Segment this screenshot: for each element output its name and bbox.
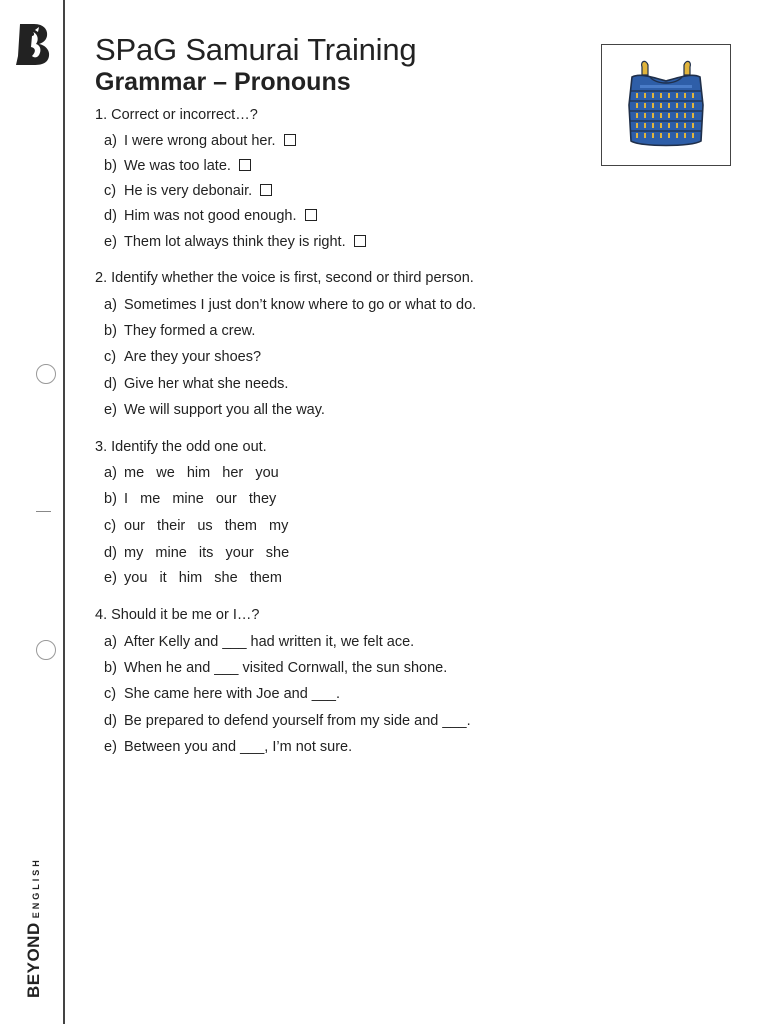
answer-text: Between you and ___, I’m not sure. bbox=[124, 739, 353, 755]
binder-hole-top bbox=[36, 364, 56, 384]
answer-text: I were wrong about her. bbox=[124, 133, 276, 149]
q4-answer-a bbox=[104, 634, 414, 650]
fold-mark bbox=[36, 511, 51, 512]
answer-letter: b) bbox=[104, 323, 117, 339]
answer-letter: d) bbox=[104, 713, 117, 729]
question-4-prompt: 4. Should it be me or I…? bbox=[95, 607, 260, 623]
answer-text: Be prepared to defend yourself from my side and ___. bbox=[124, 713, 471, 729]
samurai-armor-icon bbox=[602, 45, 730, 165]
checkbox[interactable] bbox=[354, 235, 366, 247]
answer-letter: c) bbox=[104, 518, 117, 534]
page-subtitle: Grammar – Pronouns bbox=[95, 68, 351, 96]
answer-text: She came here with Joe and ___. bbox=[124, 686, 341, 702]
q2-answer-b bbox=[104, 323, 255, 339]
q3-answer-e bbox=[104, 570, 282, 586]
answer-letter: d) bbox=[104, 376, 117, 392]
q3-answer-a bbox=[104, 465, 279, 481]
q4-answer-e bbox=[104, 739, 352, 755]
checkbox[interactable] bbox=[305, 209, 317, 221]
q3-answer-d bbox=[104, 545, 289, 561]
answer-letter: e) bbox=[104, 570, 117, 586]
q3-answer-b bbox=[104, 491, 276, 507]
answer-letter: b) bbox=[104, 491, 117, 507]
answer-text: Give her what she needs. bbox=[124, 376, 289, 392]
answer-text: We will support you all the way. bbox=[124, 402, 325, 418]
answer-text: When he and ___ visited Cornwall, the sun shone. bbox=[124, 660, 448, 676]
answer-letter: b) bbox=[104, 158, 117, 174]
answer-text: I me mine our they bbox=[124, 491, 277, 507]
answer-letter: a) bbox=[104, 465, 117, 481]
q2-answer-e bbox=[104, 402, 325, 418]
answer-letter: d) bbox=[104, 208, 117, 224]
answer-text: Them lot always think they is right. bbox=[124, 234, 346, 250]
answer-letter: e) bbox=[104, 402, 117, 418]
answer-letter: c) bbox=[104, 349, 117, 365]
brand-word: BEYOND bbox=[24, 922, 43, 998]
answer-letter: c) bbox=[104, 183, 117, 199]
answer-letter: a) bbox=[104, 133, 117, 149]
answer-text: Sometimes I just don’t know where to go or what to do. bbox=[124, 297, 477, 313]
answer-text: Him was not good enough. bbox=[124, 208, 297, 224]
answer-letter: c) bbox=[104, 686, 117, 702]
q1-answer-c bbox=[104, 183, 272, 199]
checkbox[interactable] bbox=[284, 134, 296, 146]
answer-letter: e) bbox=[104, 234, 117, 250]
answer-text: my mine its your she bbox=[124, 545, 290, 561]
answer-text: He is very debonair. bbox=[124, 183, 253, 199]
checkbox[interactable] bbox=[239, 159, 251, 171]
brand-logotype bbox=[24, 857, 44, 998]
q1-answer-a bbox=[104, 133, 296, 149]
answer-letter: e) bbox=[104, 739, 117, 755]
question-1-prompt: 1. Correct or incorrect…? bbox=[95, 107, 258, 123]
answer-text: you it him she them bbox=[124, 570, 282, 586]
q2-answer-a bbox=[104, 297, 476, 313]
page-title: SPaG Samurai Training bbox=[95, 32, 417, 67]
question-2-prompt: 2. Identify whether the voice is first, second or third person. bbox=[95, 270, 474, 286]
q1-answer-b bbox=[104, 158, 251, 174]
brand-subword: ENGLISH bbox=[31, 857, 41, 919]
q1-answer-d bbox=[104, 208, 317, 224]
q4-answer-c bbox=[104, 686, 340, 702]
binder-hole-bottom bbox=[36, 640, 56, 660]
answer-text: our their us them my bbox=[124, 518, 289, 534]
answer-text: They formed a crew. bbox=[124, 323, 256, 339]
answer-text: After Kelly and ___ had written it, we felt ace. bbox=[124, 634, 415, 650]
q4-answer-d bbox=[104, 713, 471, 729]
q4-answer-b bbox=[104, 660, 447, 676]
beyond-logo-icon bbox=[14, 22, 52, 66]
margin-line bbox=[63, 0, 65, 1024]
answer-text: We was too late. bbox=[124, 158, 231, 174]
answer-letter: d) bbox=[104, 545, 117, 561]
q2-answer-c bbox=[104, 349, 261, 365]
answer-letter: b) bbox=[104, 660, 117, 676]
answer-letter: a) bbox=[104, 634, 117, 650]
answer-text: Are they your shoes? bbox=[124, 349, 262, 365]
answer-text: me we him her you bbox=[124, 465, 279, 481]
q3-answer-c bbox=[104, 518, 288, 534]
question-3-prompt: 3. Identify the odd one out. bbox=[95, 439, 267, 455]
illustration-frame bbox=[601, 44, 731, 166]
q2-answer-d bbox=[104, 376, 288, 392]
checkbox[interactable] bbox=[260, 184, 272, 196]
q1-answer-e bbox=[104, 234, 366, 250]
answer-letter: a) bbox=[104, 297, 117, 313]
